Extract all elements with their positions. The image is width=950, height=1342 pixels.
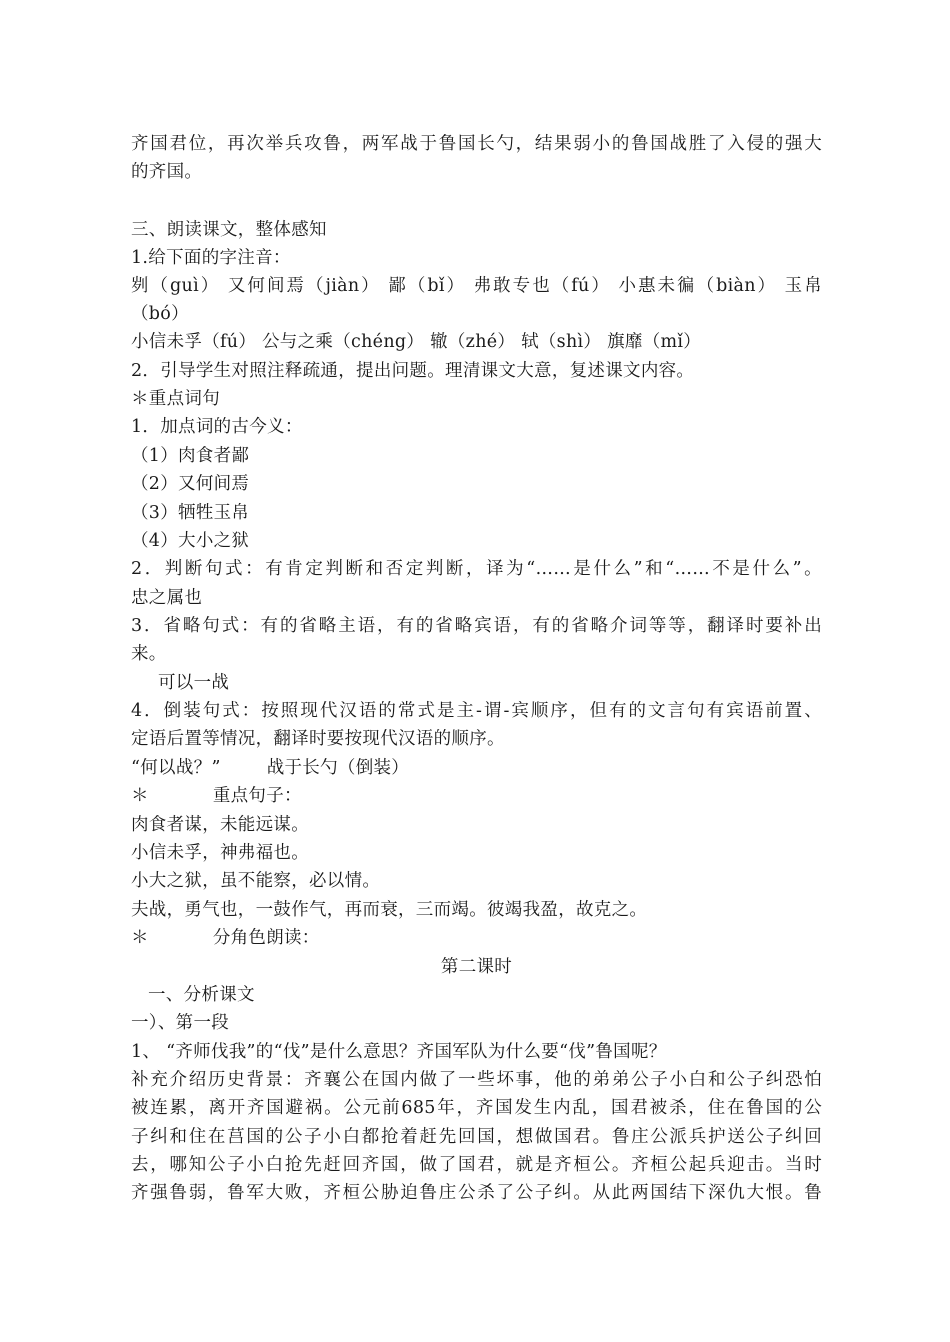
subheading — [131, 782, 822, 810]
paragraph-line: 刿（guì） 又何间焉（jiàn） 鄙（bǐ） 弗敢专也（fú） 小惠未徧（biàn） 玉帛 — [131, 276, 822, 296]
paragraph-line: （bó） — [131, 304, 189, 324]
paragraph-line: 齐强鲁弱，鲁军大败，齐桓公胁迫鲁庄公杀了公子纠。从此两国结下深仇大恨。鲁 — [131, 1183, 822, 1203]
list-item: （2）又何间焉 — [131, 474, 250, 494]
paragraph-line: 1．加点词的古今义： — [131, 417, 303, 437]
subheading: ＊重点词句 — [131, 389, 220, 409]
subheading-text: 分角色朗读： — [212, 928, 320, 948]
paragraph-line: 补充介绍历史背景：齐襄公在国内做了一些坏事，他的弟弟公子小白和公子纠恐怕 — [131, 1070, 822, 1090]
paragraph-line: 被连累，离开齐国避祸。公元前685年，齐国发生内乱，国君被杀，住在鲁国的公 — [131, 1098, 822, 1118]
sentence-line: 小信未孚，神弗福也。 — [131, 843, 309, 863]
subheading — [131, 924, 822, 952]
paragraph-line: 2．判断句式：有肯定判断和否定判断，译为“……是什么”和“……不是什么”。 — [131, 559, 822, 579]
star-marker: ＊ — [131, 928, 149, 948]
lesson-title: 第二课时 — [440, 957, 513, 977]
paragraph-line: 定语后置等情况，翻译时要按现代汉语的顺序。 — [131, 729, 505, 749]
paragraph-line: 去，哪知公子小白抢先赶回齐国，做了国君，就是齐桓公。齐桓公起兵迎击。当时 — [131, 1155, 822, 1175]
list-item: （4）大小之狱 — [131, 531, 250, 551]
paragraph-line: 3．省略句式：有的省略主语，有的省略宾语，有的省略介词等等，翻译时要补出 — [131, 616, 822, 636]
list-item: （3）牺牲玉帛 — [131, 503, 250, 523]
sentence-line: 肉食者谋，未能远谋。 — [131, 815, 309, 835]
star-marker: ＊ — [131, 786, 149, 806]
sentence-line: 小大之狱，虽不能察，必以情。 — [131, 871, 381, 891]
example-line — [131, 754, 822, 782]
list-item: （1）肉食者鄙 — [131, 446, 250, 466]
sentence-line: 夫战，勇气也，一鼓作气，再而衰，三而竭。彼竭我盈，故克之。 — [131, 900, 648, 920]
example-text: “何以战？” — [131, 758, 221, 778]
example-text: 战于长勺（倒装） — [266, 758, 410, 778]
paragraph-line: 小信未孚（fú） 公与之乘（chéng） 辙（zhé） 轼（shì） 旗靡（mǐ） — [131, 332, 702, 352]
paragraph-line: 忠之属也 — [131, 588, 203, 608]
example-line: 可以一战 — [158, 673, 230, 693]
section-heading: 三、朗读课文，整体感知 — [131, 220, 327, 240]
section-heading: 一、分析课文 — [148, 985, 255, 1005]
paragraph-line: 子纠和住在莒国的公子小白都抢着赶先回国，想做国君。鲁庄公派兵护送公子纠回 — [131, 1127, 822, 1147]
paragraph-line: 齐国君位，再次举兵攻鲁，两军战于鲁国长勺，结果弱小的鲁国战胜了入侵的强大 — [131, 134, 822, 154]
section-heading: 一）、第一段 — [131, 1013, 230, 1033]
question-line: 1、 “齐师伐我”的“伐”是什么意思？齐国军队为什么要“伐”鲁国呢？ — [131, 1042, 667, 1062]
paragraph-line: 1.给下面的字注音： — [131, 248, 291, 268]
subheading-text: 重点句子： — [212, 786, 302, 806]
paragraph-line: 的齐国。 — [131, 162, 203, 182]
paragraph-line: 4．倒装句式：按照现代汉语的常式是主-谓-宾顺序，但有的文言句有宾语前置、 — [131, 701, 822, 721]
paragraph-line: 来。 — [131, 644, 167, 664]
paragraph-line: 2．引导学生对照注释疏通，提出问题。理清课文大意，复述课文内容。 — [131, 361, 695, 381]
